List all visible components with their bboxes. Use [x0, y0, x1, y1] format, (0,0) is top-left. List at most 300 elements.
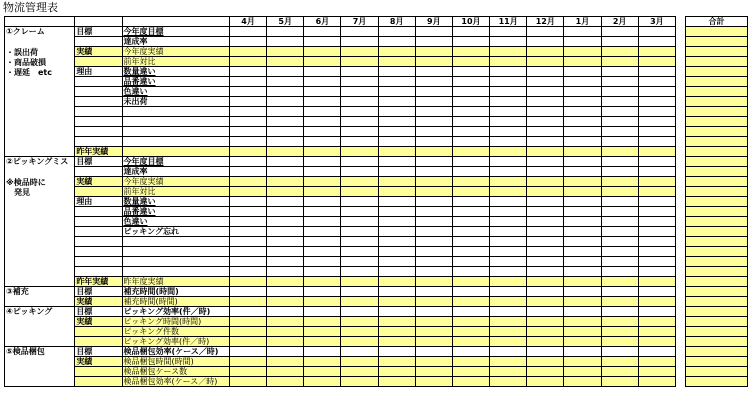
month-value-cell[interactable]	[601, 217, 638, 227]
month-value-cell[interactable]	[378, 177, 415, 187]
month-value-cell[interactable]	[267, 367, 304, 377]
month-value-cell[interactable]	[452, 77, 489, 87]
month-value-cell[interactable]	[452, 307, 489, 317]
total-value-cell[interactable]	[686, 257, 748, 267]
month-value-cell[interactable]	[638, 237, 675, 247]
month-value-cell[interactable]	[415, 117, 452, 127]
total-value-cell[interactable]	[686, 207, 748, 217]
month-value-cell[interactable]	[415, 237, 452, 247]
month-value-cell[interactable]	[229, 377, 266, 387]
month-value-cell[interactable]	[378, 337, 415, 347]
month-value-cell[interactable]	[564, 377, 601, 387]
month-value-cell[interactable]	[229, 217, 266, 227]
month-value-cell[interactable]	[638, 137, 675, 147]
month-value-cell[interactable]	[304, 367, 341, 377]
month-value-cell[interactable]	[378, 207, 415, 217]
month-value-cell[interactable]	[527, 117, 564, 127]
total-value-cell[interactable]	[686, 327, 748, 337]
month-value-cell[interactable]	[378, 327, 415, 337]
month-value-cell[interactable]	[601, 307, 638, 317]
month-value-cell[interactable]	[415, 127, 452, 137]
total-value-cell[interactable]	[686, 367, 748, 377]
month-value-cell[interactable]	[341, 97, 378, 107]
month-value-cell[interactable]	[341, 227, 378, 237]
month-value-cell[interactable]	[304, 147, 341, 157]
month-value-cell[interactable]	[267, 327, 304, 337]
month-value-cell[interactable]	[527, 67, 564, 77]
month-value-cell[interactable]	[490, 77, 527, 87]
month-value-cell[interactable]	[229, 57, 266, 67]
month-value-cell[interactable]	[490, 217, 527, 227]
total-value-cell[interactable]	[686, 117, 748, 127]
month-value-cell[interactable]	[341, 217, 378, 227]
total-value-cell[interactable]	[686, 107, 748, 117]
month-value-cell[interactable]	[564, 117, 601, 127]
month-value-cell[interactable]	[638, 377, 675, 387]
month-value-cell[interactable]	[490, 337, 527, 347]
month-value-cell[interactable]	[452, 197, 489, 207]
month-value-cell[interactable]	[638, 337, 675, 347]
month-value-cell[interactable]	[601, 267, 638, 277]
month-value-cell[interactable]	[638, 197, 675, 207]
month-value-cell[interactable]	[229, 107, 266, 117]
month-value-cell[interactable]	[601, 287, 638, 297]
month-value-cell[interactable]	[415, 97, 452, 107]
month-value-cell[interactable]	[267, 297, 304, 307]
month-value-cell[interactable]	[304, 107, 341, 117]
month-value-cell[interactable]	[452, 67, 489, 77]
month-value-cell[interactable]	[452, 87, 489, 97]
month-value-cell[interactable]	[378, 87, 415, 97]
month-value-cell[interactable]	[601, 57, 638, 67]
month-value-cell[interactable]	[341, 77, 378, 87]
month-value-cell[interactable]	[452, 287, 489, 297]
month-value-cell[interactable]	[229, 127, 266, 137]
month-value-cell[interactable]	[452, 137, 489, 147]
month-value-cell[interactable]	[378, 27, 415, 37]
month-value-cell[interactable]	[304, 307, 341, 317]
month-value-cell[interactable]	[267, 167, 304, 177]
month-value-cell[interactable]	[638, 307, 675, 317]
month-value-cell[interactable]	[341, 307, 378, 317]
month-value-cell[interactable]	[267, 237, 304, 247]
total-value-cell[interactable]	[686, 187, 748, 197]
month-value-cell[interactable]	[527, 367, 564, 377]
month-value-cell[interactable]	[638, 37, 675, 47]
month-value-cell[interactable]	[415, 357, 452, 367]
month-value-cell[interactable]	[415, 277, 452, 287]
month-value-cell[interactable]	[229, 357, 266, 367]
month-value-cell[interactable]	[638, 317, 675, 327]
month-value-cell[interactable]	[452, 157, 489, 167]
month-value-cell[interactable]	[267, 257, 304, 267]
month-value-cell[interactable]	[341, 237, 378, 247]
month-value-cell[interactable]	[341, 157, 378, 167]
month-value-cell[interactable]	[527, 297, 564, 307]
month-value-cell[interactable]	[490, 37, 527, 47]
month-value-cell[interactable]	[304, 237, 341, 247]
month-value-cell[interactable]	[304, 167, 341, 177]
month-value-cell[interactable]	[378, 297, 415, 307]
month-value-cell[interactable]	[452, 147, 489, 157]
month-value-cell[interactable]	[267, 337, 304, 347]
month-value-cell[interactable]	[564, 77, 601, 87]
month-value-cell[interactable]	[638, 177, 675, 187]
total-value-cell[interactable]	[686, 67, 748, 77]
month-value-cell[interactable]	[415, 287, 452, 297]
month-value-cell[interactable]	[527, 137, 564, 147]
month-value-cell[interactable]	[601, 257, 638, 267]
total-value-cell[interactable]	[686, 77, 748, 87]
month-value-cell[interactable]	[341, 257, 378, 267]
month-value-cell[interactable]	[527, 127, 564, 137]
month-value-cell[interactable]	[601, 67, 638, 77]
total-value-cell[interactable]	[686, 297, 748, 307]
month-value-cell[interactable]	[304, 137, 341, 147]
month-value-cell[interactable]	[452, 117, 489, 127]
month-value-cell[interactable]	[341, 127, 378, 137]
month-value-cell[interactable]	[527, 37, 564, 47]
total-value-cell[interactable]	[686, 37, 748, 47]
month-value-cell[interactable]	[341, 357, 378, 367]
month-value-cell[interactable]	[564, 307, 601, 317]
month-value-cell[interactable]	[564, 277, 601, 287]
month-value-cell[interactable]	[415, 247, 452, 257]
month-value-cell[interactable]	[527, 177, 564, 187]
month-value-cell[interactable]	[638, 227, 675, 237]
month-value-cell[interactable]	[304, 37, 341, 47]
month-value-cell[interactable]	[452, 357, 489, 367]
month-value-cell[interactable]	[490, 157, 527, 167]
month-value-cell[interactable]	[601, 167, 638, 177]
total-value-cell[interactable]	[686, 137, 748, 147]
total-value-cell[interactable]	[686, 227, 748, 237]
month-value-cell[interactable]	[638, 217, 675, 227]
month-value-cell[interactable]	[229, 307, 266, 317]
month-value-cell[interactable]	[564, 87, 601, 97]
total-value-cell[interactable]	[686, 47, 748, 57]
month-value-cell[interactable]	[452, 277, 489, 287]
month-value-cell[interactable]	[564, 167, 601, 177]
month-value-cell[interactable]	[638, 287, 675, 297]
month-value-cell[interactable]	[378, 217, 415, 227]
month-value-cell[interactable]	[564, 27, 601, 37]
total-value-cell[interactable]	[686, 27, 748, 37]
month-value-cell[interactable]	[564, 127, 601, 137]
month-value-cell[interactable]	[638, 277, 675, 287]
month-value-cell[interactable]	[490, 67, 527, 77]
month-value-cell[interactable]	[452, 377, 489, 387]
month-value-cell[interactable]	[638, 47, 675, 57]
month-value-cell[interactable]	[638, 157, 675, 167]
month-value-cell[interactable]	[341, 67, 378, 77]
month-value-cell[interactable]	[564, 217, 601, 227]
month-value-cell[interactable]	[490, 237, 527, 247]
month-value-cell[interactable]	[341, 327, 378, 337]
month-value-cell[interactable]	[564, 317, 601, 327]
month-value-cell[interactable]	[304, 257, 341, 267]
month-value-cell[interactable]	[564, 67, 601, 77]
month-value-cell[interactable]	[415, 147, 452, 157]
month-value-cell[interactable]	[415, 327, 452, 337]
month-value-cell[interactable]	[229, 67, 266, 77]
month-value-cell[interactable]	[638, 107, 675, 117]
total-value-cell[interactable]	[686, 237, 748, 247]
month-value-cell[interactable]	[229, 77, 266, 87]
month-value-cell[interactable]	[378, 377, 415, 387]
month-value-cell[interactable]	[341, 297, 378, 307]
month-value-cell[interactable]	[638, 367, 675, 377]
month-value-cell[interactable]	[415, 87, 452, 97]
month-value-cell[interactable]	[341, 47, 378, 57]
month-value-cell[interactable]	[304, 377, 341, 387]
month-value-cell[interactable]	[638, 297, 675, 307]
month-value-cell[interactable]	[452, 187, 489, 197]
month-value-cell[interactable]	[267, 147, 304, 157]
month-value-cell[interactable]	[267, 227, 304, 237]
month-value-cell[interactable]	[527, 247, 564, 257]
month-value-cell[interactable]	[267, 377, 304, 387]
month-value-cell[interactable]	[415, 317, 452, 327]
month-value-cell[interactable]	[564, 357, 601, 367]
month-value-cell[interactable]	[229, 87, 266, 97]
month-value-cell[interactable]	[638, 147, 675, 157]
month-value-cell[interactable]	[564, 257, 601, 267]
month-value-cell[interactable]	[564, 297, 601, 307]
month-value-cell[interactable]	[527, 27, 564, 37]
month-value-cell[interactable]	[601, 357, 638, 367]
month-value-cell[interactable]	[564, 327, 601, 337]
month-value-cell[interactable]	[341, 107, 378, 117]
month-value-cell[interactable]	[415, 297, 452, 307]
month-value-cell[interactable]	[267, 277, 304, 287]
month-value-cell[interactable]	[527, 317, 564, 327]
month-value-cell[interactable]	[378, 117, 415, 127]
month-value-cell[interactable]	[527, 277, 564, 287]
month-value-cell[interactable]	[601, 157, 638, 167]
month-value-cell[interactable]	[527, 337, 564, 347]
month-value-cell[interactable]	[564, 347, 601, 357]
month-value-cell[interactable]	[229, 197, 266, 207]
month-value-cell[interactable]	[267, 57, 304, 67]
month-value-cell[interactable]	[341, 267, 378, 277]
month-value-cell[interactable]	[564, 227, 601, 237]
month-value-cell[interactable]	[229, 27, 266, 37]
month-value-cell[interactable]	[490, 267, 527, 277]
month-value-cell[interactable]	[378, 367, 415, 377]
month-value-cell[interactable]	[452, 267, 489, 277]
month-value-cell[interactable]	[527, 157, 564, 167]
total-value-cell[interactable]	[686, 167, 748, 177]
month-value-cell[interactable]	[304, 287, 341, 297]
month-value-cell[interactable]	[601, 227, 638, 237]
month-value-cell[interactable]	[378, 357, 415, 367]
month-value-cell[interactable]	[378, 267, 415, 277]
month-value-cell[interactable]	[378, 237, 415, 247]
month-value-cell[interactable]	[452, 207, 489, 217]
month-value-cell[interactable]	[452, 27, 489, 37]
month-value-cell[interactable]	[564, 177, 601, 187]
month-value-cell[interactable]	[527, 147, 564, 157]
month-value-cell[interactable]	[415, 367, 452, 377]
month-value-cell[interactable]	[229, 137, 266, 147]
month-value-cell[interactable]	[267, 47, 304, 57]
month-value-cell[interactable]	[490, 57, 527, 67]
month-value-cell[interactable]	[490, 347, 527, 357]
month-value-cell[interactable]	[452, 317, 489, 327]
month-value-cell[interactable]	[341, 87, 378, 97]
month-value-cell[interactable]	[601, 37, 638, 47]
month-value-cell[interactable]	[601, 337, 638, 347]
month-value-cell[interactable]	[229, 167, 266, 177]
month-value-cell[interactable]	[229, 157, 266, 167]
month-value-cell[interactable]	[341, 167, 378, 177]
month-value-cell[interactable]	[341, 197, 378, 207]
month-value-cell[interactable]	[378, 247, 415, 257]
month-value-cell[interactable]	[415, 377, 452, 387]
month-value-cell[interactable]	[527, 257, 564, 267]
month-value-cell[interactable]	[601, 237, 638, 247]
month-value-cell[interactable]	[304, 227, 341, 237]
month-value-cell[interactable]	[490, 297, 527, 307]
month-value-cell[interactable]	[601, 127, 638, 137]
total-value-cell[interactable]	[686, 87, 748, 97]
month-value-cell[interactable]	[378, 157, 415, 167]
month-value-cell[interactable]	[490, 197, 527, 207]
month-value-cell[interactable]	[229, 257, 266, 267]
month-value-cell[interactable]	[490, 247, 527, 257]
month-value-cell[interactable]	[229, 367, 266, 377]
month-value-cell[interactable]	[564, 337, 601, 347]
total-value-cell[interactable]	[686, 247, 748, 257]
month-value-cell[interactable]	[378, 167, 415, 177]
month-value-cell[interactable]	[601, 197, 638, 207]
month-value-cell[interactable]	[267, 157, 304, 167]
total-value-cell[interactable]	[686, 357, 748, 367]
month-value-cell[interactable]	[527, 197, 564, 207]
month-value-cell[interactable]	[341, 57, 378, 67]
month-value-cell[interactable]	[267, 67, 304, 77]
month-value-cell[interactable]	[415, 227, 452, 237]
month-value-cell[interactable]	[304, 27, 341, 37]
month-value-cell[interactable]	[415, 27, 452, 37]
month-value-cell[interactable]	[304, 247, 341, 257]
month-value-cell[interactable]	[601, 327, 638, 337]
month-value-cell[interactable]	[452, 257, 489, 267]
month-value-cell[interactable]	[341, 377, 378, 387]
month-value-cell[interactable]	[378, 227, 415, 237]
month-value-cell[interactable]	[229, 337, 266, 347]
month-value-cell[interactable]	[601, 317, 638, 327]
month-value-cell[interactable]	[341, 187, 378, 197]
month-value-cell[interactable]	[601, 97, 638, 107]
total-value-cell[interactable]	[686, 177, 748, 187]
month-value-cell[interactable]	[378, 307, 415, 317]
month-value-cell[interactable]	[490, 207, 527, 217]
month-value-cell[interactable]	[304, 47, 341, 57]
month-value-cell[interactable]	[415, 107, 452, 117]
month-value-cell[interactable]	[490, 257, 527, 267]
month-value-cell[interactable]	[378, 67, 415, 77]
month-value-cell[interactable]	[564, 97, 601, 107]
month-value-cell[interactable]	[601, 277, 638, 287]
month-value-cell[interactable]	[601, 377, 638, 387]
month-value-cell[interactable]	[304, 357, 341, 367]
month-value-cell[interactable]	[304, 67, 341, 77]
month-value-cell[interactable]	[415, 187, 452, 197]
month-value-cell[interactable]	[229, 237, 266, 247]
month-value-cell[interactable]	[564, 237, 601, 247]
month-value-cell[interactable]	[564, 197, 601, 207]
month-value-cell[interactable]	[415, 337, 452, 347]
month-value-cell[interactable]	[490, 107, 527, 117]
month-value-cell[interactable]	[564, 47, 601, 57]
month-value-cell[interactable]	[564, 247, 601, 257]
month-value-cell[interactable]	[452, 237, 489, 247]
total-value-cell[interactable]	[686, 377, 748, 387]
month-value-cell[interactable]	[601, 177, 638, 187]
month-value-cell[interactable]	[341, 247, 378, 257]
month-value-cell[interactable]	[378, 77, 415, 87]
month-value-cell[interactable]	[564, 107, 601, 117]
total-value-cell[interactable]	[686, 97, 748, 107]
month-value-cell[interactable]	[490, 357, 527, 367]
month-value-cell[interactable]	[267, 117, 304, 127]
month-value-cell[interactable]	[267, 357, 304, 367]
month-value-cell[interactable]	[229, 247, 266, 257]
total-value-cell[interactable]	[686, 337, 748, 347]
month-value-cell[interactable]	[415, 197, 452, 207]
month-value-cell[interactable]	[527, 107, 564, 117]
month-value-cell[interactable]	[527, 227, 564, 237]
month-value-cell[interactable]	[229, 207, 266, 217]
month-value-cell[interactable]	[638, 57, 675, 67]
month-value-cell[interactable]	[638, 257, 675, 267]
month-value-cell[interactable]	[638, 347, 675, 357]
month-value-cell[interactable]	[564, 57, 601, 67]
month-value-cell[interactable]	[267, 187, 304, 197]
month-value-cell[interactable]	[415, 257, 452, 267]
month-value-cell[interactable]	[601, 77, 638, 87]
month-value-cell[interactable]	[341, 37, 378, 47]
month-value-cell[interactable]	[490, 87, 527, 97]
month-value-cell[interactable]	[638, 187, 675, 197]
month-value-cell[interactable]	[267, 347, 304, 357]
month-value-cell[interactable]	[341, 117, 378, 127]
month-value-cell[interactable]	[378, 187, 415, 197]
total-value-cell[interactable]	[686, 267, 748, 277]
month-value-cell[interactable]	[452, 37, 489, 47]
month-value-cell[interactable]	[601, 347, 638, 357]
month-value-cell[interactable]	[452, 227, 489, 237]
month-value-cell[interactable]	[490, 27, 527, 37]
month-value-cell[interactable]	[527, 187, 564, 197]
month-value-cell[interactable]	[341, 337, 378, 347]
month-value-cell[interactable]	[229, 327, 266, 337]
month-value-cell[interactable]	[229, 227, 266, 237]
month-value-cell[interactable]	[267, 267, 304, 277]
month-value-cell[interactable]	[304, 157, 341, 167]
month-value-cell[interactable]	[490, 117, 527, 127]
total-value-cell[interactable]	[686, 317, 748, 327]
month-value-cell[interactable]	[638, 67, 675, 77]
month-value-cell[interactable]	[527, 207, 564, 217]
month-value-cell[interactable]	[452, 217, 489, 227]
month-value-cell[interactable]	[638, 167, 675, 177]
month-value-cell[interactable]	[452, 57, 489, 67]
month-value-cell[interactable]	[490, 147, 527, 157]
month-value-cell[interactable]	[304, 207, 341, 217]
